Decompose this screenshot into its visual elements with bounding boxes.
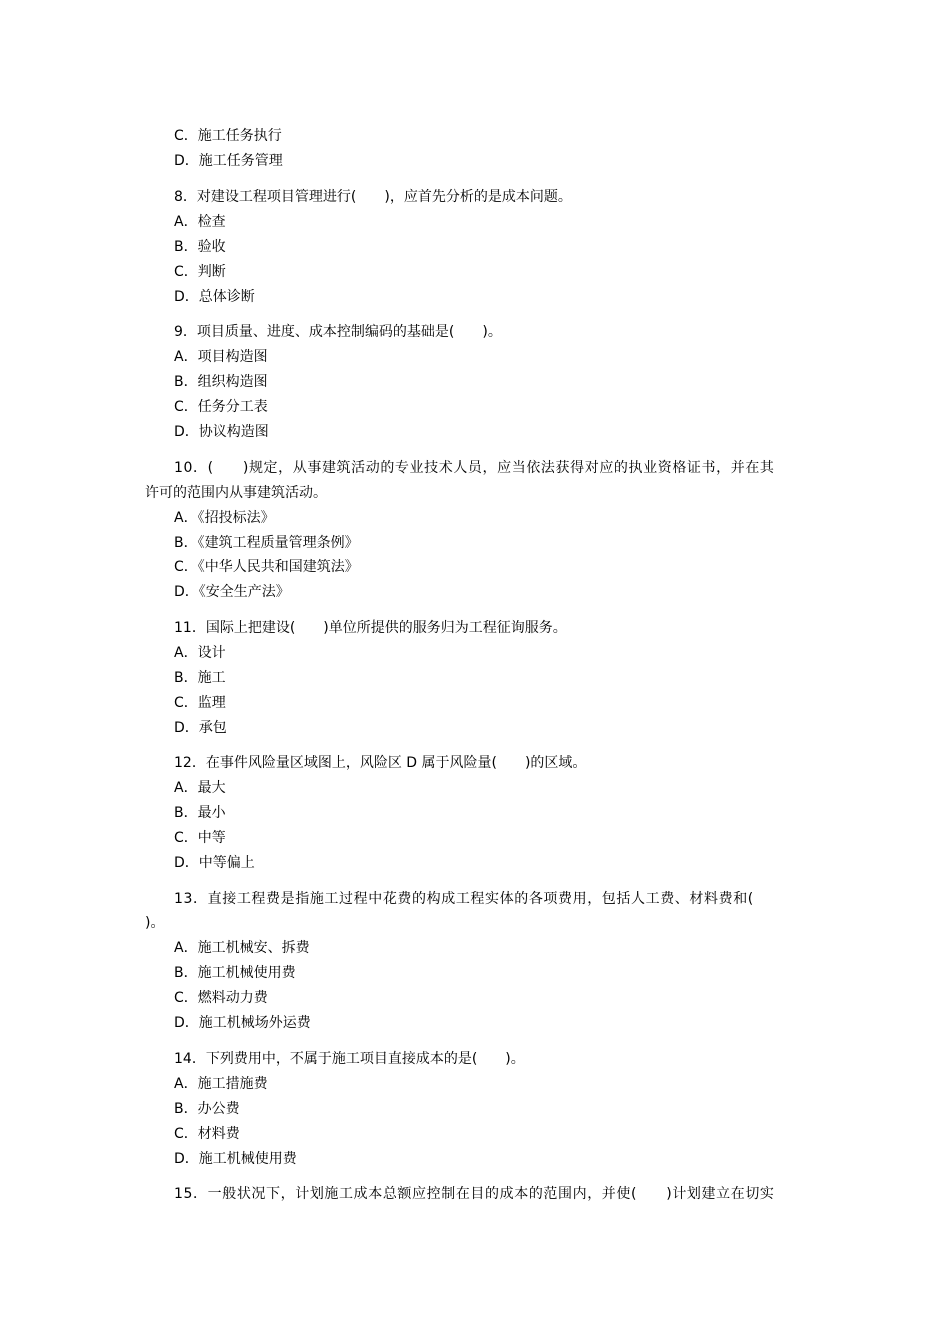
option-c-q13: C．燃料动力费: [174, 990, 268, 1006]
option-b-q12: B．最小: [174, 805, 226, 821]
option-b-q13: B．施工机械使用费: [174, 965, 296, 981]
option-b-q10: B．《建筑工程质量管理条例》: [174, 535, 359, 551]
option-b-q8: B．验收: [174, 239, 226, 255]
option-a-q8: A．检查: [174, 214, 226, 230]
option-a-q12: A．最大: [174, 780, 226, 796]
question-13: 13．直接工程费是指施工过程中花费的构成工程实体的各项费用，包括人工费、材料费和(: [174, 891, 754, 907]
option-c-q14: C．材料费: [174, 1126, 240, 1142]
option-d-q8: D．总体诊断: [174, 289, 255, 305]
question-10: 10．( )规定，从事建筑活动的专业技术人员，应当依法获得对应的执业资格证书，并在其: [174, 460, 775, 476]
option-c-q10: C．《中华人民共和国建筑法》: [174, 559, 359, 575]
question-9: 9．项目质量、进度、成本控制编码的基础是( )。: [174, 324, 502, 340]
option-d-q9: D．协议构造图: [174, 424, 269, 440]
option-b-q9: B．组织构造图: [174, 374, 268, 390]
option-d-q7: D．施工任务管理: [174, 153, 283, 169]
question-15: 15．一般状况下，计划施工成本总额应控制在目的成本的范围内，并使( )计划建立在切实: [174, 1186, 775, 1202]
question-12: 12．在事件风险量区域图上，风险区 D 属于风险量( )的区域。: [174, 755, 587, 771]
option-a-q9: A．项目构造图: [174, 349, 268, 365]
option-b-q14: B．办公费: [174, 1101, 240, 1117]
option-a-q14: A．施工措施费: [174, 1076, 268, 1092]
option-d-q10: D．《安全生产法》: [174, 584, 290, 600]
option-c-q7: C．施工任务执行: [174, 128, 282, 144]
option-c-q9: C．任务分工表: [174, 399, 268, 415]
question-13-continued: )。: [145, 915, 165, 931]
question-11: 11．国际上把建设( )单位所提供的服务归为工程征询服务。: [174, 620, 567, 636]
question-14: 14．下列费用中，不属于施工项目直接成本的是( )。: [174, 1051, 525, 1067]
option-a-q11: A．设计: [174, 645, 226, 661]
question-8: 8．对建设工程项目管理进行( )，应首先分析的是成本问题。: [174, 189, 572, 205]
option-d-q11: D．承包: [174, 720, 227, 736]
option-a-q10: A．《招投标法》: [174, 510, 275, 526]
option-d-q13: D．施工机械场外运费: [174, 1015, 311, 1031]
option-c-q11: C．监理: [174, 695, 226, 711]
option-d-q12: D．中等偏上: [174, 855, 255, 871]
option-a-q13: A．施工机械安、拆费: [174, 940, 310, 956]
option-c-q8: C．判断: [174, 264, 226, 280]
option-b-q11: B．施工: [174, 670, 226, 686]
option-d-q14: D．施工机械使用费: [174, 1151, 297, 1167]
question-10-continued: 许可的范围内从事建筑活动。: [145, 485, 327, 501]
option-c-q12: C．中等: [174, 830, 226, 846]
